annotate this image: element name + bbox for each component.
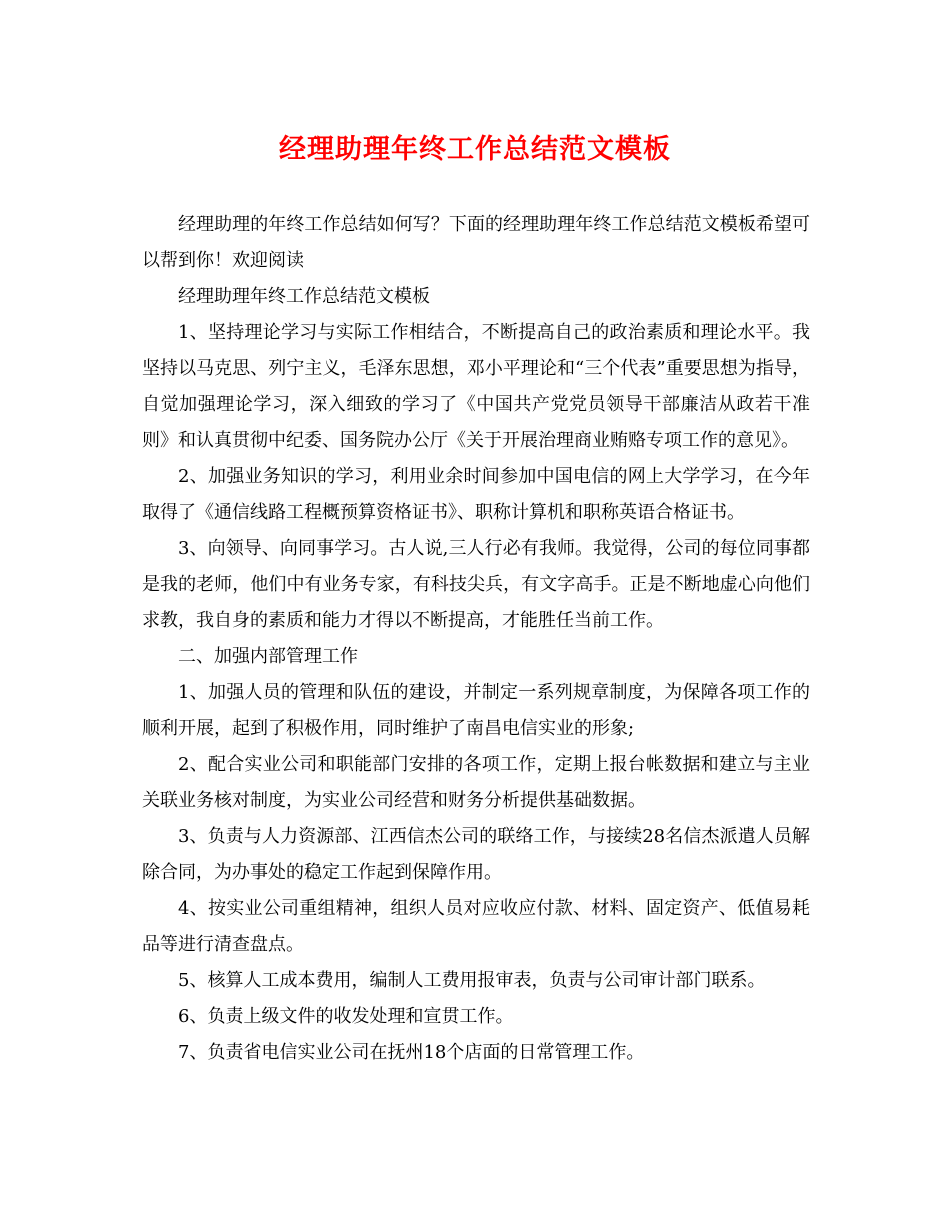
- document-title: 经理助理年终工作总结范文模板: [279, 134, 671, 165]
- paragraph-item-2: 2、加强业务知识的学习，利用业余时间参加中国电信的网上大学学习，在今年取得了《通信线路工程概预算资格证书》、职称计算机和职称英语合格证书。: [142, 466, 810, 523]
- paragraph-mgmt-6: 6、负责上级文件的收发处理和宣贯工作。: [178, 1006, 514, 1027]
- paragraph-mgmt-3: 3、负责与人力资源部、江西信杰公司的联络工作，与接续28名信杰派遣人员解除合同，为办事处的稳定工作起到保障作用。: [142, 826, 810, 883]
- paragraph-mgmt-5: 5、核算人工成本费用，编制人工费用报审表，负责与公司审计部门联系。: [178, 970, 766, 991]
- paragraph-mgmt-2: 2、配合实业公司和职能部门安排的各项工作，定期上报台帐数据和建立与主业关联业务核对制度，为实业公司经营和财务分析提供基础数据。: [142, 754, 810, 811]
- paragraph-item-1: 1、坚持理论学习与实际工作相结合，不断提高自己的政治素质和理论水平。我坚持以马克思、列宁主义，毛泽东思想，邓小平理论和“三个代表”重要思想为指导，自觉加强理论学习，深入细致的学习了《中国共产党党员领导干部廉洁从政若干准则》和认真贯彻中纪委、国务院办公厅《关于开展治理商业贿赂专项工作的意见》。: [142, 322, 810, 451]
- paragraph-intro: 经理助理的年终工作总结如何写？下面的经理助理年终工作总结范文模板希望可以帮到你！欢迎阅读: [142, 214, 810, 271]
- paragraph-mgmt-4: 4、按实业公司重组精神，组织人员对应收应付款、材料、固定资产、低值易耗品等进行清查盘点。: [142, 898, 810, 955]
- paragraph-mgmt-7: 7、负责省电信实业公司在抚州18个店面的日常管理工作。: [178, 1042, 645, 1063]
- document-body: [142, 207, 810, 1071]
- paragraph-subtitle: 经理助理年终工作总结范文模板: [178, 286, 430, 307]
- section-heading: 二、加强内部管理工作: [178, 646, 358, 667]
- paragraph-item-3: 3、向领导、向同事学习。古人说,三人行必有我师。我觉得，公司的每位同事都是我的老师，他们中有业务专家，有科技尖兵，有文字高手。正是不断地虚心向他们求教，我自身的素质和能力才得以不断提高，才能胜任当前工作。: [142, 538, 810, 631]
- paragraph-mgmt-1: 1、加强人员的管理和队伍的建设，并制定一系列规章制度，为保障各项工作的顺利开展，起到了积极作用，同时维护了南昌电信实业的形象;: [142, 682, 810, 739]
